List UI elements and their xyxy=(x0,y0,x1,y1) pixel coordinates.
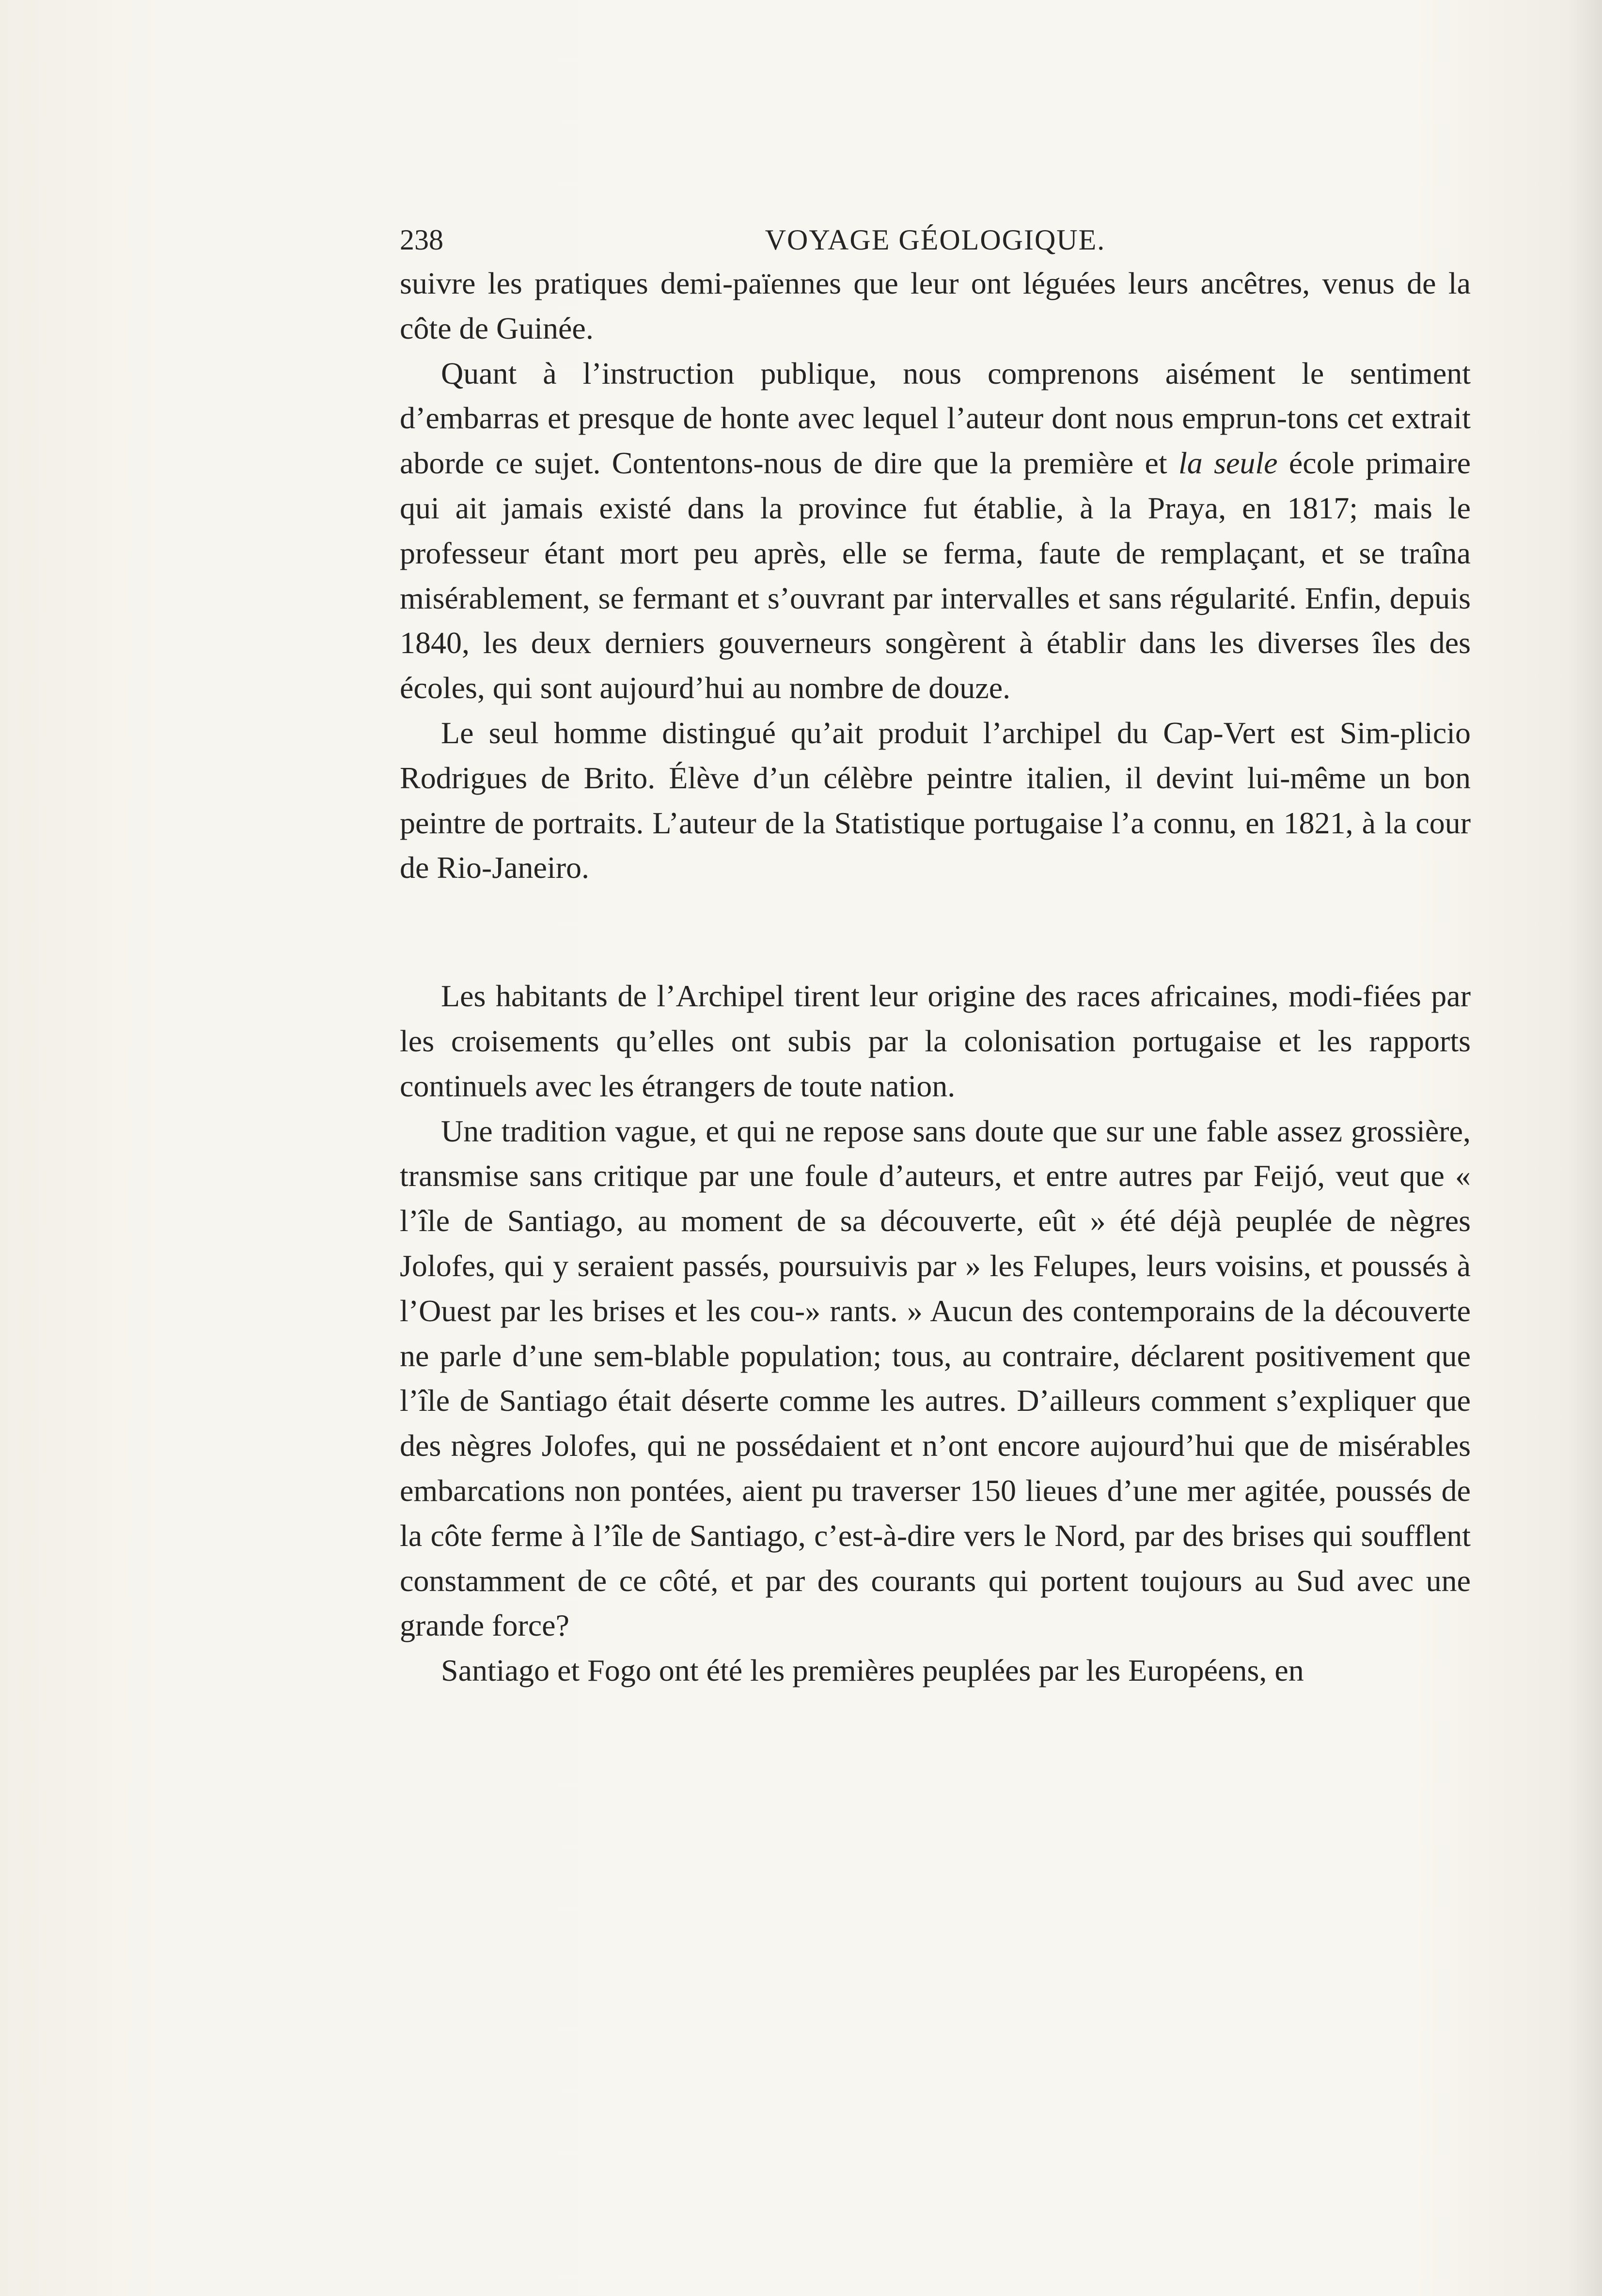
paragraph-simplicio-rodrigues: Le seul homme distingué qu’ait produit l’archipel du Cap-Vert est Sim-plicio Rodrigues de Brito. Élève d’un célèbre peintre italien, il devint lui-même un bon peintre de portraits. L’auteur de la Statistique portugaise l’a connu, en 1821, à la cour de Rio-Janeiro. xyxy=(400,715,1471,885)
page-edge-shadow xyxy=(1568,0,1602,2296)
paragraph-tradition: Une tradition vague, et qui ne repose sans doute que sur une fable assez grossière, transmise sans critique par une foule d’auteurs, et entre autres par Feijó, veut que « l’île de Santiago, au moment de sa découverte, eût » été déjà peuplée de nègres Jolofes, qui y seraient passés, poursuivis par » les Felupes, leurs voisins, et poussés à l’Ouest par les brises et les cou-» rants. » Aucun des contemporains de la découverte ne parle d’une sem-blable population; tous, au contraire, déclarent positivement que l’île de Santiago était déserte comme les autres. D’ailleurs comment s’expliquer que des nègres Jolofes, qui ne possédaient et n’ont encore aujourd’hui que de misérables embarcations non pontées, aient pu traverser 150 lieues d’une mer agitée, poussés de la côte ferme à l’île de Santiago, c’est-à-dire vers le Nord, par des brises qui soufflent constamment de ce côté, et par des courants qui portent toujours au Sud avec une grande force? xyxy=(400,1113,1471,1643)
paragraph-santiago-fogo: Santiago et Fogo ont été les premières peuplées par les Européens, en xyxy=(441,1653,1304,1688)
italic-emphasis: la seule xyxy=(1178,446,1278,481)
paragraph-text-part: Quant à l’instruction publique, nous comprenons aisément le sentiment d’embarras et presque de honte avec lequel l’auteur dont nous emprun-tons cet extrait aborde ce sujet. Contentons-nous de dire que la première et xyxy=(400,356,1471,481)
paragraph-inhabitants: Les habitants de l’Archipel tirent leur origine des races africaines, modi-fiées par les croisements qu’elles ont subis par la colonisation portugaise et les rapports continuels avec les étrangers de toute nation. xyxy=(400,979,1471,1103)
page-text-block xyxy=(400,220,1471,1693)
paragraph-public-instruction xyxy=(400,351,1471,711)
page-header xyxy=(400,220,1471,260)
page-number: 238 xyxy=(400,224,443,256)
paragraph-continuation: suivre les pratiques demi-païennes que leur ont léguées leurs ancêtres, venus de la côte de Guinée. xyxy=(400,266,1471,345)
section-gap xyxy=(400,890,1471,974)
paragraph-text-part: école primaire qui ait jamais existé dans la province fut établie, à la Praya, en 1817; mais le professeur étant mort peu après, elle se ferma, faute de remplaçant, et se traîna misérablement, se fermant et s’ouvrant par intervalles et sans régularité. Enfin, depuis 1840, les deux derniers gouverneurs songèrent à établir dans les diverses îles des écoles, qui sont aujourd’hui au nombre de douze. xyxy=(400,446,1471,705)
running-title: VOYAGE GÉOLOGIQUE. xyxy=(765,224,1106,256)
